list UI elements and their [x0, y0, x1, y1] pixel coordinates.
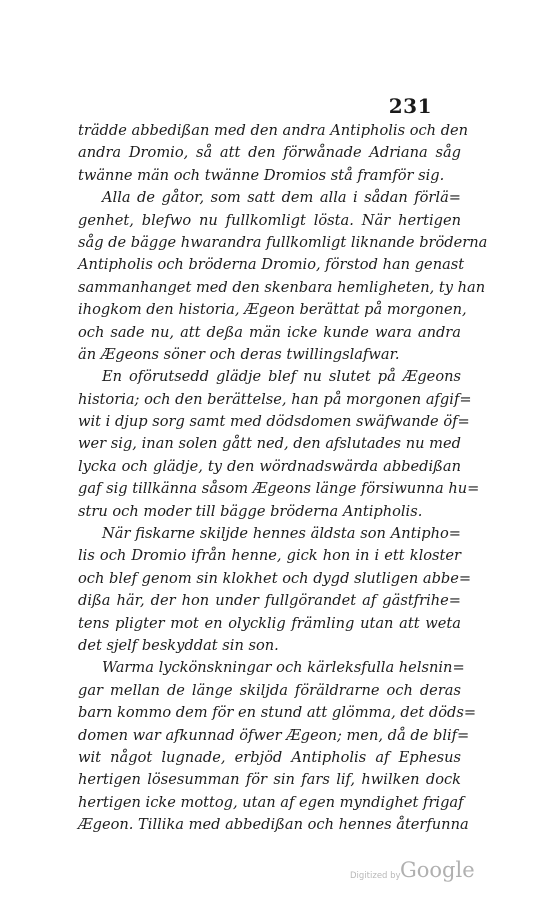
page-number: 231: [388, 94, 432, 118]
text-line: Warma lyckönskningar och kärleksfulla helsnin=: [102, 659, 465, 677]
text-line: lycka och glädje, ty den wördnadswärda abbedißan: [78, 457, 461, 475]
text-line: Alla de gåtor, som satt dem alla i sådan förlä=: [102, 189, 461, 207]
text-line: dißa här, der hon under fullgörandet af gästfrihe=: [78, 592, 461, 610]
body-text: [78, 120, 488, 837]
text-line: såg de bägge hwarandra fullkomligt liknande bröderna: [78, 233, 488, 251]
text-line: lis och Dromio ifrån henne, gick hon in i ett kloster: [78, 547, 461, 565]
text-line: gar mellan de länge skiljda föräldrarne och deras: [78, 681, 461, 699]
text-line: Antipholis och bröderna Dromio, förstod han genast: [78, 256, 465, 274]
text-line: gaf sig tillkänna såsom Ægeons länge försiwunna hu=: [78, 480, 480, 498]
text-line: det sjelf beskyddat sin son.: [78, 636, 279, 654]
text-line: hertigen lösesumman för sin fars lif, hwilken dock: [78, 771, 461, 789]
text-line: och blef genom sin klokhet och dygd slutligen abbe=: [78, 569, 472, 587]
text-line: genhet, blefwo nu fullkomligt lösta. När hertigen: [78, 211, 461, 229]
text-line: wit något lugnade, erbjöd Antipholis af Ephesus: [78, 748, 461, 766]
text-line: wer sig, inan solen gått ned, den afslutades nu med: [78, 435, 461, 453]
watermark-prefix: Digitized by: [350, 871, 401, 881]
text-line: twänne män och twänne Dromios stå framför sig.: [78, 166, 445, 184]
text-line: andra Dromio, så att den förwånade Adriana såg: [78, 144, 461, 162]
text-line: domen war afkunnad öfwer Ægeon; men, då de blif=: [78, 726, 470, 744]
text-line: hertigen icke mottog, utan af egen myndighet frigaf: [78, 793, 464, 811]
text-line: trädde abbedißan med den andra Antipholis och den: [78, 122, 469, 139]
digitized-by-google-watermark: [346, 858, 476, 888]
text-line: Ægeon. Tillika med abbedißan och hennes återfunna: [78, 816, 469, 834]
text-line: stru och moder till bägge bröderna Antipholis.: [78, 502, 423, 520]
google-logo: Google: [400, 858, 475, 882]
text-line: tens pligter mot en olycklig främling utan att weta: [78, 614, 461, 632]
text-line: än Ægeons söner och deras twillingslafwar.: [78, 345, 400, 363]
text-line: wit i djup sorg samt med dödsdomen swäfwande öf=: [78, 413, 470, 431]
text-line: historia; och den berättelse, han på morgonen afgif=: [78, 390, 472, 408]
text-line: och sade nu, att deßa män icke kunde wara andra: [78, 323, 461, 341]
text-line: ihogkom den historia, Ægeon berättat på morgonen,: [78, 301, 467, 319]
text-line: barn kommo dem för en stund att glömma, det döds=: [78, 704, 477, 722]
text-line: När fiskarne skiljde hennes äldsta son Antipho=: [102, 525, 461, 543]
text-line: sammanhanget med den skenbara hemligheten, ty han: [78, 278, 486, 296]
text-line: En oförutsedd glädje blef nu slutet på Ægeons: [102, 368, 461, 386]
